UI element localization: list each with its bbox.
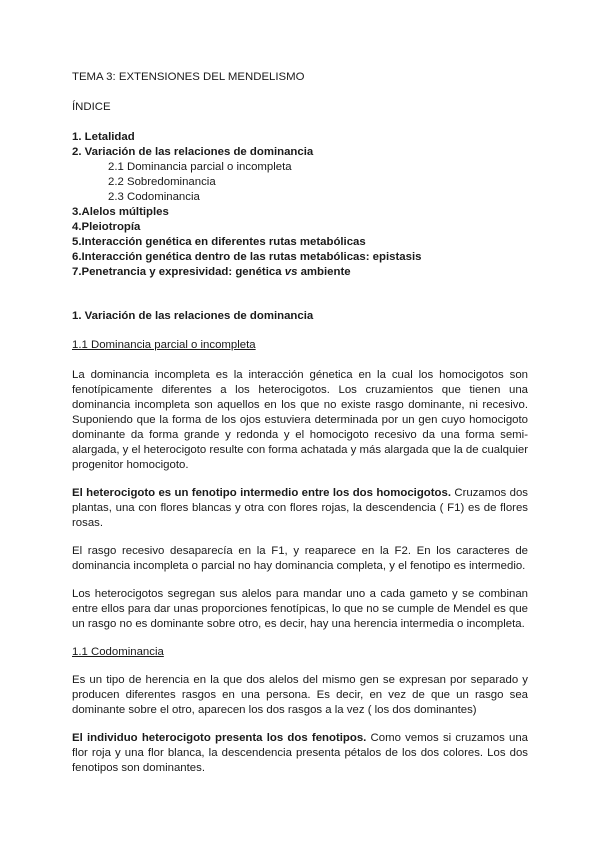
paragraph-heterocigoto-bold: El heterocigoto es un fenotipo intermedio entre los dos homocigotos. [72,487,451,499]
index-item-penetrancia [72,265,528,280]
document-title: TEMA 3: EXTENSIONES DEL MENDELISMO [72,71,305,83]
paragraph-dominancia-incompleta: La dominancia incompleta es la interacción génetica en la cual los homocigotos son fenotípicamente diferentes a los heterocigotos. Los cruzamientos que tienen una dominancia incompleta son aquellos en los que no existe rasgo dominante, ni recesivo. Suponiendo que la forma de los ojos estuviera determinada por un gen cuyo homocigoto dominante da forma grande y redonda y el homocigoto recesivo da una forma semi-alargada, y el heterocigoto resulte con forma achatada y más alargada que la de cualquier progenitor homocigoto. [72,369,528,471]
paragraph-dos-fenotipos-rest: Como vemos si cruzamos una flor roja y una flor blanca, la descendencia presenta pétalos de los dos colores. Los dos fenotipos son dominantes. [72,732,528,774]
index-item-pleiotropia: 4.Pleiotropía [72,221,141,233]
index-subitem-sobredominancia: 2.2 Sobredominancia [108,176,216,188]
paragraph-codominancia: Es un tipo de herencia en la que dos alelos del mismo gen se expresan por separado y producen diferentes rasgos en una persona. Es decir, en vez de que un rasgo sea dominante sobre el otro, aparecen los dos rasgos a la vez ( los dos dominantes) [72,674,528,716]
document-page [72,70,528,776]
paragraph-heterocigoto-rest: Cruzamos dos plantas, una con flores blancas y otra con flores rojas, la descendencia ( F1) es de flores rosas. [72,487,528,529]
index-item-penetrancia-text: 7.Penetrancia y expresividad: genética [72,266,285,278]
paragraph-dos-fenotipos [72,731,528,776]
index-item-variacion: 2. Variación de las relaciones de dominancia [72,146,314,158]
index-item-penetrancia-vs: vs [284,266,298,278]
subsection-heading-dominancia-parcial: 1.1 Dominancia parcial o incompleta [72,339,256,351]
index-item-interaccion-rutas: 5.Interacción genética en diferentes rutas metabólicas [72,236,366,248]
index-heading: ÍNDICE [72,101,111,113]
index-item-alelos-multiples: 3.Alelos múltiples [72,206,169,218]
paragraph-segregacion: Los heterocigotos segregan sus alelos para mandar uno a cada gameto y se combinan entre ellos para dar unas proporciones fenotípicas, lo que no se cumple de Mendel es que un rasgo no es dominante sobre otro, es decir, hay una herencia intermedia o incompleta. [72,588,528,630]
subsection-heading-codominancia: 1.1 Codominancia [72,646,164,658]
paragraph-heterocigoto-intermedio [72,486,528,531]
index-subitem-codominancia: 2.3 Codominancia [108,191,200,203]
index-item-penetrancia-end: ambiente [297,266,351,278]
section-heading-variacion: 1. Variación de las relaciones de dominancia [72,310,314,322]
index-list [72,130,528,280]
index-item-epistasis: 6.Interacción genética dentro de las rutas metabólicas: epistasis [72,251,422,263]
paragraph-rasgo-recesivo: El rasgo recesivo desaparecía en la F1, y reaparece en la F2. En los caracteres de dominancia incompleta o parcial no hay dominancia completa, y el fenotipo es intermedio. [72,545,528,572]
index-subitem-dominancia-parcial: 2.1 Dominancia parcial o incompleta [108,161,292,173]
paragraph-dos-fenotipos-bold: El individuo heterocigoto presenta los dos fenotipos. [72,732,367,744]
index-item-letalidad: 1. Letalidad [72,131,135,143]
